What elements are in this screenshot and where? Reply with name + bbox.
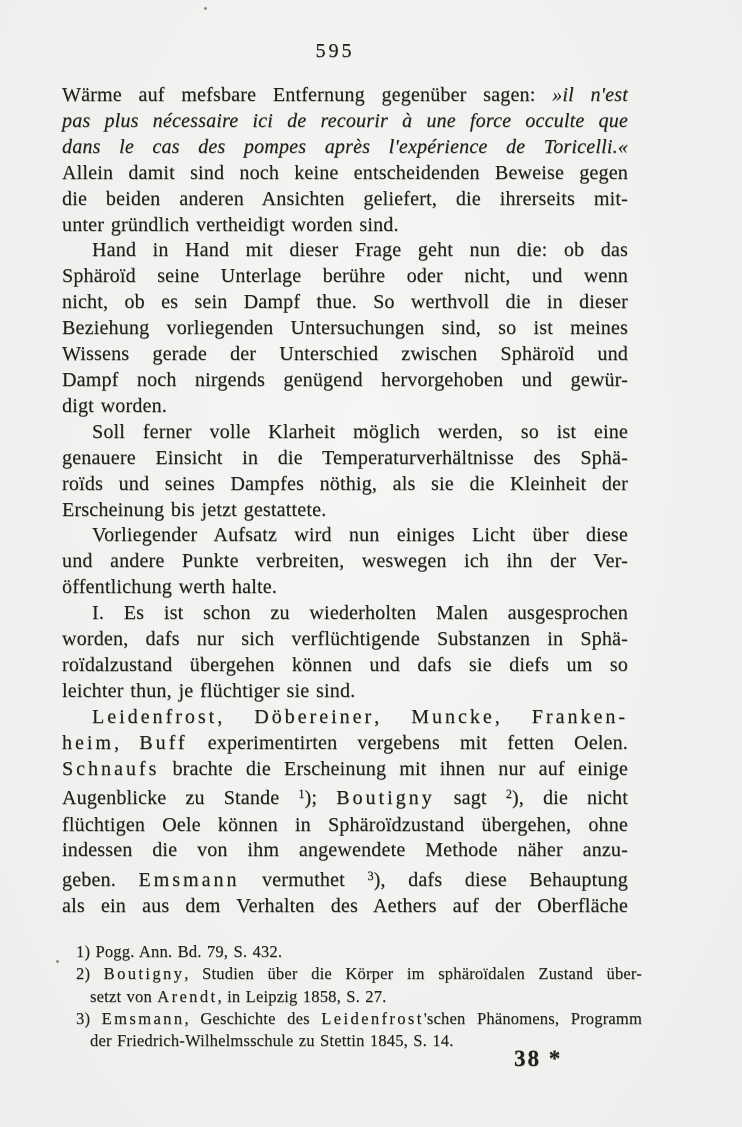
page-number: 595 — [315, 40, 355, 62]
text-segment: 3) — [76, 1008, 102, 1028]
text-line — [62, 601, 628, 627]
text-segment: Leidenfrost — [92, 705, 218, 728]
text-segment: indessen die von ihm angewendete Methode näher anzu- — [62, 839, 628, 862]
text-segment: unter gründlich vertheidigt worden sind. — [62, 213, 399, 236]
text-segment: Wärme auf mefsbare Entfernung gegenüber sagen: — [62, 84, 553, 106]
text-segment: Arendt — [157, 986, 218, 1006]
text-segment: , — [494, 705, 532, 728]
text-line — [62, 368, 628, 394]
body-text — [62, 83, 628, 920]
text-segment: roïdalzustand übergehen können und dafs sie diefs um so — [62, 653, 628, 676]
text-segment: vermuthet — [239, 869, 368, 892]
text-segment: , in Leipzig 1858, S. 27. — [217, 986, 387, 1006]
text-line — [62, 705, 628, 731]
text-line — [62, 109, 628, 135]
text-segment: Sphäroïd seine Unterlage berühre oder nicht, und wenn — [62, 265, 628, 288]
text-line — [62, 523, 628, 549]
text-segment: Vorliegender Aufsatz wird nun einiges Licht über diese — [92, 524, 628, 547]
text-segment: »il n'est — [552, 84, 628, 106]
text-segment: Boutigny — [336, 787, 435, 810]
text-segment: Augenblicke zu Stande — [62, 787, 299, 810]
text-segment: I. Es ist schon zu wiederholten Malen ausgesprochen — [92, 602, 628, 625]
text-line — [62, 864, 628, 894]
text-segment: pas plus nécessaire ici de recourir à une force occulte que — [62, 109, 628, 132]
footnote-marker: 2 — [505, 787, 512, 802]
text-segment: Wissens gerade der Unterschied zwischen Sphäroïd und — [62, 343, 628, 366]
text-line — [62, 161, 628, 187]
text-segment: Emsmann — [101, 1008, 185, 1028]
text-line — [62, 446, 628, 472]
text-segment: 2) — [76, 964, 104, 984]
text-segment: roïds und seines Dampfes nöthig, als sie die Kleinheit der — [62, 472, 628, 495]
text-line — [76, 1008, 642, 1030]
text-line — [62, 627, 628, 653]
text-segment: Döbereiner — [254, 705, 375, 728]
text-line — [76, 963, 642, 985]
text-segment: sagt — [434, 787, 506, 810]
text-line — [62, 757, 628, 783]
text-segment: Hand in Hand mit dieser Frage geht nun die: ob das — [92, 239, 628, 262]
scan-speck — [204, 7, 207, 10]
text-segment: 1) Pogg. Ann. Bd. 79, S. 432. — [76, 942, 283, 961]
text-segment: 'schen Phänomens, Programm — [423, 1008, 642, 1028]
text-line — [62, 264, 628, 290]
text-segment: Emsmann — [138, 869, 240, 892]
text-segment: worden, dafs nur sich verflüchtigende Substanzen in Sphä- — [62, 628, 628, 651]
text-segment: nicht, ob es sein Dampf thue. So werthvoll die in dieser — [62, 291, 628, 314]
text-line — [62, 782, 628, 812]
text-segment: der Friedrich-Wilhelmsschule zu Stettin 1845, S. 14. — [90, 1031, 454, 1051]
text-segment: öffentlichung werth halte. — [62, 576, 277, 599]
scan-speck — [56, 960, 59, 963]
text-segment: geben. — [62, 869, 139, 892]
text-line — [62, 135, 628, 161]
text-line — [62, 213, 628, 239]
text-segment: , — [114, 731, 140, 754]
footnote-marker: 3 — [367, 869, 374, 884]
text-line — [62, 813, 628, 839]
text-segment: digt worden. — [62, 394, 167, 417]
text-line — [76, 986, 642, 1008]
text-line — [62, 342, 628, 368]
text-line — [62, 549, 628, 575]
text-line — [62, 894, 628, 920]
text-segment: heim — [62, 731, 114, 754]
text-line — [62, 679, 628, 705]
text-line — [62, 290, 628, 316]
text-line — [62, 420, 628, 446]
text-segment: als ein aus dem Verhalten des Aethers auf der Oberfläche — [62, 895, 628, 918]
text-segment: dans le cas des pompes après l'expérience de Toricelli.« — [62, 135, 628, 158]
text-line — [62, 838, 628, 864]
signature-mark: 38 * — [514, 1046, 563, 1071]
text-segment: , — [374, 705, 412, 728]
text-line — [62, 187, 628, 213]
text-segment: Schnaufs — [62, 757, 160, 780]
text-line — [62, 83, 628, 109]
text-segment: Beziehung vorliegenden Untersuchungen sind, so ist meines — [62, 317, 628, 340]
text-segment: , Geschichte des — [184, 1008, 322, 1028]
text-line — [62, 575, 628, 601]
text-segment: Dampf noch nirgends genügend hervorgehoben und gewür- — [62, 368, 628, 391]
text-segment: setzt von — [90, 986, 158, 1006]
text-line — [62, 316, 628, 342]
text-segment: experimentirten vergebens mit fetten Oelen. — [187, 731, 629, 754]
text-segment: Buff — [139, 731, 188, 754]
text-line — [62, 472, 628, 498]
text-segment: Leidenfrost — [321, 1008, 424, 1028]
text-segment: ); — [304, 787, 337, 810]
text-segment: , — [217, 705, 255, 728]
text-segment: ), die nicht — [511, 787, 628, 810]
text-segment: ), dafs diese Behauptung — [373, 869, 628, 892]
text-line — [76, 941, 642, 963]
text-line — [62, 653, 628, 679]
text-line — [62, 498, 628, 524]
footnote-marker: 1 — [298, 787, 305, 802]
text-segment: leichter thun, je flüchtiger sie sind. — [62, 679, 356, 702]
text-segment: brachte die Erscheinung mit ihnen nur auf einige — [159, 757, 628, 780]
text-segment: und andere Punkte verbreiten, weswegen ich ihn der Ver- — [62, 550, 628, 573]
footnotes — [76, 941, 642, 1052]
text-segment: Boutigny — [103, 964, 185, 984]
text-segment: Soll ferner volle Klarheit möglich werden, so ist eine — [92, 420, 628, 443]
text-segment: Muncke — [411, 705, 495, 728]
text-segment: flüchtigen Oele können in Sphäroïdzustand übergehen, ohne — [62, 813, 628, 836]
text-line — [62, 238, 628, 264]
text-segment: die beiden anderen Ansichten geliefert, die ihrerseits mit- — [62, 187, 628, 210]
text-line — [62, 731, 628, 757]
text-segment: Franken- — [531, 705, 628, 728]
text-segment: , Studien über die Körper im sphäroïdalen Zustand über- — [184, 964, 642, 984]
text-segment: genauere Einsicht in die Temperaturverhältnisse des Sphä- — [62, 446, 628, 469]
text-line — [62, 394, 628, 420]
text-segment: Erscheinung bis jetzt gestattete. — [62, 498, 327, 521]
text-segment: Allein damit sind noch keine entscheidenden Beweise gegen — [62, 161, 628, 184]
